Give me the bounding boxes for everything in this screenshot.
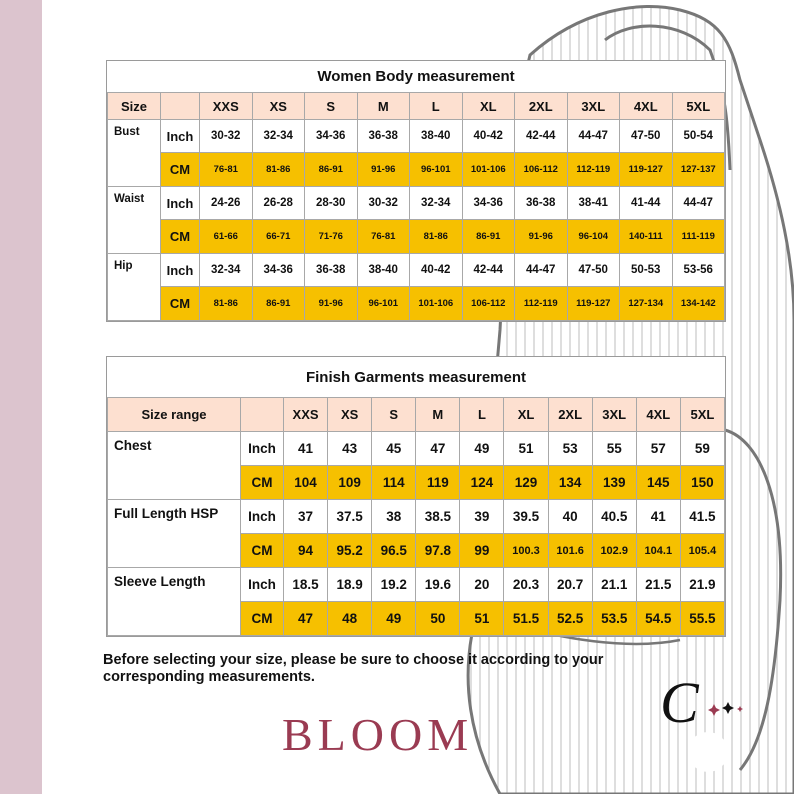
full-length-hsp-cm-value: 97.8 <box>416 534 460 568</box>
waist-inch-row <box>108 187 725 220</box>
size-note: Before selecting your size, please be sure to choose it according to your corresponding measurements. <box>103 652 604 685</box>
waist-cm-value: 76-81 <box>357 220 410 254</box>
chest-cm-value: 124 <box>460 466 504 500</box>
unit-inch-label: Inch <box>161 187 200 220</box>
waist-inch-value: 26-28 <box>252 187 305 220</box>
size-header-m: M <box>357 93 410 120</box>
sleeve-length-cm-value: 48 <box>328 602 372 636</box>
full-length-hsp-inch-value: 39.5 <box>504 500 548 534</box>
svg-text:C: C <box>660 670 699 734</box>
full-length-hsp-cm-value: 102.9 <box>592 534 636 568</box>
unit-inch-label: Inch <box>241 568 284 602</box>
waist-cm-value: 86-91 <box>462 220 515 254</box>
bust-cm-value: 127-137 <box>672 153 725 187</box>
unit-cm-label: CM <box>241 602 284 636</box>
hip-cm-value: 134-142 <box>672 287 725 321</box>
chest-inch-value: 59 <box>680 432 724 466</box>
size-header-4xl: 4XL <box>636 398 680 432</box>
hip-inch-value: 36-38 <box>305 254 358 287</box>
full-length-hsp-inch-value: 40.5 <box>592 500 636 534</box>
full-length-hsp-inch-value: 39 <box>460 500 504 534</box>
sleeve-length-label: Sleeve Length <box>108 568 241 636</box>
hip-inch-value: 32-34 <box>200 254 253 287</box>
bust-cm-value: 112-119 <box>567 153 620 187</box>
chest-cm-value: 114 <box>372 466 416 500</box>
sleeve-length-inch-value: 20.3 <box>504 568 548 602</box>
bust-inch-row <box>108 120 725 153</box>
size-header-label: Size <box>108 93 161 120</box>
sleeve-length-cm-value: 50 <box>416 602 460 636</box>
sleeve-length-cm-value: 55.5 <box>680 602 724 636</box>
waist-inch-value: 38-41 <box>567 187 620 220</box>
size-header-5xl: 5XL <box>680 398 724 432</box>
sleeve-length-inch-value: 19.6 <box>416 568 460 602</box>
hip-cm-value: 96-101 <box>357 287 410 321</box>
waist-inch-value: 41-44 <box>620 187 673 220</box>
waist-inch-value: 30-32 <box>357 187 410 220</box>
chest-inch-row <box>108 432 725 466</box>
unit-inch-label: Inch <box>241 432 284 466</box>
chest-cm-value: 104 <box>284 466 328 500</box>
size-header-2xl: 2XL <box>548 398 592 432</box>
size-header-xxs: XXS <box>200 93 253 120</box>
sleeve-length-cm-value: 52.5 <box>548 602 592 636</box>
sleeve-length-inch-value: 19.2 <box>372 568 416 602</box>
waist-inch-value: 28-30 <box>305 187 358 220</box>
garment-measurement-table <box>106 356 726 637</box>
full-length-hsp-cm-value: 94 <box>284 534 328 568</box>
size-header-5xl: 5XL <box>672 93 725 120</box>
hip-inch-row <box>108 254 725 287</box>
full-length-hsp-label: Full Length HSP <box>108 500 241 568</box>
bust-cm-value: 106-112 <box>515 153 568 187</box>
sleeve-length-inch-value: 20 <box>460 568 504 602</box>
bust-cm-value: 96-101 <box>410 153 463 187</box>
chest-cm-value: 150 <box>680 466 724 500</box>
waist-cm-value: 81-86 <box>410 220 463 254</box>
bust-cm-value: 76-81 <box>200 153 253 187</box>
sleeve-length-inch-value: 18.5 <box>284 568 328 602</box>
full-length-hsp-cm-value: 99 <box>460 534 504 568</box>
full-length-hsp-inch-value: 37 <box>284 500 328 534</box>
size-header-2xl: 2XL <box>515 93 568 120</box>
bust-label: Bust <box>108 120 161 187</box>
bust-inch-value: 40-42 <box>462 120 515 153</box>
chest-inch-value: 49 <box>460 432 504 466</box>
sleeve-length-inch-value: 18.9 <box>328 568 372 602</box>
chest-inch-value: 53 <box>548 432 592 466</box>
full-length-hsp-inch-value: 38 <box>372 500 416 534</box>
sleeve-length-inch-row <box>108 568 725 602</box>
bust-inch-value: 38-40 <box>410 120 463 153</box>
waist-inch-value: 36-38 <box>515 187 568 220</box>
garment-table-title: Finish Garments measurement <box>108 357 725 398</box>
sleeve-length-inch-value: 21.1 <box>592 568 636 602</box>
unit-inch-label: Inch <box>241 500 284 534</box>
sleeve-length-cm-value: 49 <box>372 602 416 636</box>
waist-inch-value: 24-26 <box>200 187 253 220</box>
hip-inch-value: 50-53 <box>620 254 673 287</box>
hip-cm-value: 101-106 <box>410 287 463 321</box>
size-header-xs: XS <box>252 93 305 120</box>
sleeve-length-inch-value: 21.9 <box>680 568 724 602</box>
brand-wordmark: BLOOM <box>282 709 474 760</box>
size-header-s: S <box>372 398 416 432</box>
full-length-hsp-inch-value: 41 <box>636 500 680 534</box>
size-header-xs: XS <box>328 398 372 432</box>
hip-cm-row <box>108 287 725 321</box>
hip-inch-value: 44-47 <box>515 254 568 287</box>
unit-cm-label: CM <box>161 220 200 254</box>
side-decor-strip <box>0 0 42 794</box>
size-header-xl: XL <box>462 93 515 120</box>
hip-cm-value: 119-127 <box>567 287 620 321</box>
sleeve-length-cm-value: 47 <box>284 602 328 636</box>
chest-inch-value: 45 <box>372 432 416 466</box>
unit-inch-label: Inch <box>161 120 200 153</box>
chest-inch-value: 47 <box>416 432 460 466</box>
unit-header-blank <box>161 93 200 120</box>
sleeve-length-cm-value: 51.5 <box>504 602 548 636</box>
chest-inch-value: 41 <box>284 432 328 466</box>
unit-inch-label: Inch <box>161 254 200 287</box>
unit-cm-label: CM <box>241 466 284 500</box>
full-length-hsp-cm-value: 95.2 <box>328 534 372 568</box>
bust-inch-value: 44-47 <box>567 120 620 153</box>
sleeve-length-inch-value: 21.5 <box>636 568 680 602</box>
hip-cm-value: 106-112 <box>462 287 515 321</box>
hip-cm-value: 112-119 <box>515 287 568 321</box>
bust-cm-value: 91-96 <box>357 153 410 187</box>
full-length-hsp-cm-value: 105.4 <box>680 534 724 568</box>
sleeve-length-cm-value: 53.5 <box>592 602 636 636</box>
unit-cm-label: CM <box>161 287 200 321</box>
full-length-hsp-cm-value: 96.5 <box>372 534 416 568</box>
sleeve-length-cm-value: 51 <box>460 602 504 636</box>
size-header-l: L <box>410 93 463 120</box>
waist-cm-value: 66-71 <box>252 220 305 254</box>
full-length-hsp-inch-value: 40 <box>548 500 592 534</box>
hip-cm-value: 91-96 <box>305 287 358 321</box>
hip-cm-value: 81-86 <box>200 287 253 321</box>
sleeve-length-cm-value: 54.5 <box>636 602 680 636</box>
hip-inch-value: 47-50 <box>567 254 620 287</box>
waist-inch-value: 32-34 <box>410 187 463 220</box>
body-table-title: Women Body measurement <box>108 61 725 93</box>
unit-cm-label: CM <box>241 534 284 568</box>
size-header-3xl: 3XL <box>567 93 620 120</box>
size-header-label: Size range <box>108 398 241 432</box>
chest-inch-value: 55 <box>592 432 636 466</box>
chest-cm-value: 129 <box>504 466 548 500</box>
full-length-hsp-inch-value: 37.5 <box>328 500 372 534</box>
waist-cm-value: 91-96 <box>515 220 568 254</box>
hip-cm-value: 86-91 <box>252 287 305 321</box>
size-header-s: S <box>305 93 358 120</box>
full-length-hsp-inch-value: 41.5 <box>680 500 724 534</box>
size-header-m: M <box>416 398 460 432</box>
waist-cm-value: 96-104 <box>567 220 620 254</box>
waist-inch-value: 34-36 <box>462 187 515 220</box>
bust-cm-value: 81-86 <box>252 153 305 187</box>
hip-label: Hip <box>108 254 161 321</box>
size-header-l: L <box>460 398 504 432</box>
waist-inch-value: 44-47 <box>672 187 725 220</box>
bust-inch-value: 50-54 <box>672 120 725 153</box>
chest-cm-value: 145 <box>636 466 680 500</box>
full-length-hsp-cm-value: 100.3 <box>504 534 548 568</box>
waist-cm-value: 140-111 <box>620 220 673 254</box>
bust-inch-value: 42-44 <box>515 120 568 153</box>
hip-inch-value: 38-40 <box>357 254 410 287</box>
bust-cm-value: 101-106 <box>462 153 515 187</box>
size-header-3xl: 3XL <box>592 398 636 432</box>
size-header-row <box>108 398 725 432</box>
bust-inch-value: 36-38 <box>357 120 410 153</box>
bust-cm-row <box>108 153 725 187</box>
bust-inch-value: 32-34 <box>252 120 305 153</box>
unit-header-blank <box>241 398 284 432</box>
brand-monogram-logo <box>656 668 746 734</box>
bust-inch-value: 47-50 <box>620 120 673 153</box>
hip-cm-value: 127-134 <box>620 287 673 321</box>
full-length-hsp-inch-value: 38.5 <box>416 500 460 534</box>
bust-inch-value: 34-36 <box>305 120 358 153</box>
hip-inch-value: 42-44 <box>462 254 515 287</box>
waist-cm-value: 61-66 <box>200 220 253 254</box>
waist-cm-row <box>108 220 725 254</box>
hip-inch-value: 40-42 <box>410 254 463 287</box>
full-length-hsp-cm-value: 101.6 <box>548 534 592 568</box>
body-measurement-table <box>106 60 726 322</box>
chest-label: Chest <box>108 432 241 500</box>
waist-cm-value: 71-76 <box>305 220 358 254</box>
waist-label: Waist <box>108 187 161 254</box>
full-length-hsp-inch-row <box>108 500 725 534</box>
chest-cm-value: 134 <box>548 466 592 500</box>
bust-inch-value: 30-32 <box>200 120 253 153</box>
chest-inch-value: 51 <box>504 432 548 466</box>
size-header-xxs: XXS <box>284 398 328 432</box>
hip-inch-value: 34-36 <box>252 254 305 287</box>
waist-cm-value: 111-119 <box>672 220 725 254</box>
chest-inch-value: 57 <box>636 432 680 466</box>
full-length-hsp-cm-value: 104.1 <box>636 534 680 568</box>
size-header-row <box>108 93 725 120</box>
unit-cm-label: CM <box>161 153 200 187</box>
size-header-xl: XL <box>504 398 548 432</box>
chest-cm-value: 119 <box>416 466 460 500</box>
chest-cm-value: 109 <box>328 466 372 500</box>
size-header-4xl: 4XL <box>620 93 673 120</box>
bust-cm-value: 119-127 <box>620 153 673 187</box>
chest-cm-value: 139 <box>592 466 636 500</box>
hip-inch-value: 53-56 <box>672 254 725 287</box>
bust-cm-value: 86-91 <box>305 153 358 187</box>
sleeve-length-inch-value: 20.7 <box>548 568 592 602</box>
chest-inch-value: 43 <box>328 432 372 466</box>
